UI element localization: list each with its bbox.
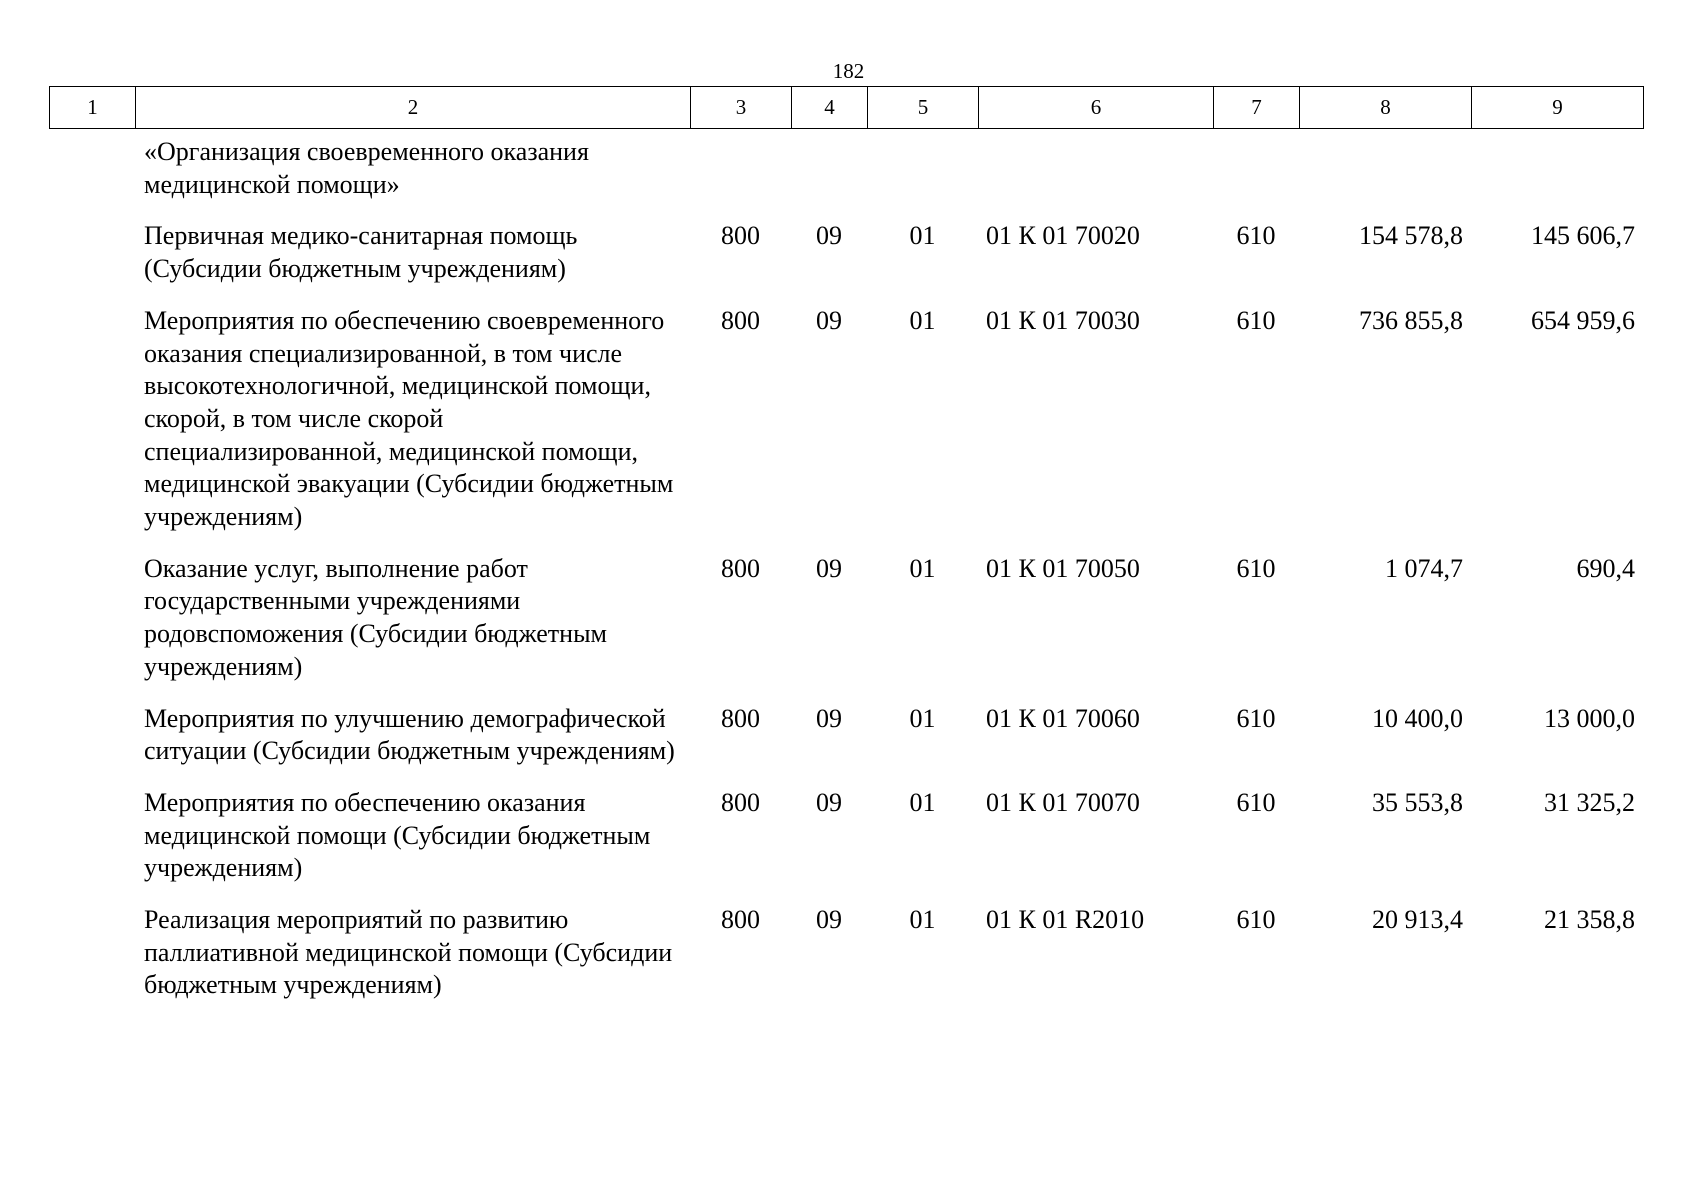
table-row [49,216,1643,300]
amount-column-9: 145 606,7 [1531,221,1635,251]
target-article-code: 01 К 01 70070 [986,787,1140,817]
table-row [49,549,1643,699]
subsection-code [867,132,978,216]
table-row [49,783,1643,900]
subsection-code: 01 [909,703,936,733]
table-row [49,699,1643,783]
target-article-code: 01 К 01 70030 [986,305,1140,335]
column-number-cell: 9 [1472,87,1644,129]
expense-type-code [1213,132,1299,216]
amount-column-8: 20 913,4 [1372,905,1463,935]
ministry-code: 800 [721,305,760,335]
expense-type-code: 610 [1236,787,1276,817]
row-description: Оказание услуг, выполнение работ государственными учреждениями родовспоможения (Субсидии бюджетным учреждениям) [144,553,607,681]
column-number-cell: 6 [979,87,1214,129]
page-number: 182 [832,59,865,83]
section-code: 09 [816,703,842,733]
ministry-code: 800 [721,221,760,251]
amount-column-8: 35 553,8 [1372,787,1463,817]
header-row [50,87,1644,129]
ministry-code: 800 [721,787,760,817]
target-article-code [978,132,1213,216]
table-row [49,132,1643,216]
ministry-code: 800 [721,553,760,583]
subsection-code: 01 [909,553,936,583]
amount-column-8: 1 074,7 [1385,553,1463,583]
target-article-code: 01 К 01 R2010 [986,905,1145,935]
column-number-cell: 7 [1214,87,1300,129]
row-description: Мероприятия по улучшению демографической ситуации (Субсидии бюджетным учреждениям) [144,703,675,766]
row-description: «Организация своевременного оказания медицинской помощи» [144,137,589,199]
expense-type-code: 610 [1236,703,1276,733]
budget-table [49,132,1643,1017]
column-number-cell: 4 [792,87,868,129]
amount-column-9 [1471,132,1643,216]
section-code: 09 [816,787,842,817]
subsection-code: 01 [909,305,936,335]
column-number-cell: 5 [868,87,979,129]
row-description: Первичная медико-санитарная помощь (Субсидии бюджетным учреждениям) [144,221,578,284]
table-body [49,132,1643,1017]
column-number-cell: 1 [50,87,136,129]
row-description: Мероприятия по обеспечению оказания медицинской помощи (Субсидии бюджетным учреждениям) [144,787,651,883]
ministry-code: 800 [721,905,760,935]
column-number-cell: 8 [1300,87,1472,129]
amount-column-8: 736 855,8 [1359,305,1463,335]
column-number-header [49,86,1644,129]
target-article-code: 01 К 01 70050 [986,553,1140,583]
amount-column-8 [1299,132,1471,216]
subsection-code: 01 [909,221,936,251]
column-number-cell: 3 [691,87,792,129]
amount-column-8: 154 578,8 [1359,221,1463,251]
section-code: 09 [816,305,842,335]
section-code: 09 [816,905,842,935]
expense-type-code: 610 [1236,905,1276,935]
row-description: Мероприятия по обеспечению своевременного оказания специализированной, в том числе высокотехнологичной, медицинской помощи, скорой, в том числе скорой специализированной, медицинской помощи, медицинской эвакуации (Субсидии бюджетным учреждениям) [144,305,674,532]
table-row [49,900,1643,1017]
ministry-code: 800 [721,703,760,733]
amount-column-9: 13 000,0 [1544,703,1635,733]
amount-column-9: 690,4 [1576,553,1635,583]
target-article-code: 01 К 01 70020 [986,221,1140,251]
ministry-code [690,132,791,216]
expense-type-code: 610 [1236,553,1276,583]
expense-type-code: 610 [1236,221,1276,251]
amount-column-9: 21 358,8 [1544,905,1635,935]
subsection-code: 01 [909,905,936,935]
subsection-code: 01 [909,787,936,817]
column-number-cell: 2 [136,87,691,129]
amount-column-9: 654 959,6 [1531,305,1635,335]
amount-column-8: 10 400,0 [1372,703,1463,733]
section-code: 09 [816,553,842,583]
section-code: 09 [816,221,842,251]
table-row [49,301,1643,549]
expense-type-code: 610 [1236,305,1276,335]
row-description: Реализация мероприятий по развитию паллиативной медицинской помощи (Субсидии бюджетным учреждениям) [144,905,673,1000]
target-article-code: 01 К 01 70060 [986,703,1140,733]
amount-column-9: 31 325,2 [1544,787,1635,817]
section-code [791,132,867,216]
